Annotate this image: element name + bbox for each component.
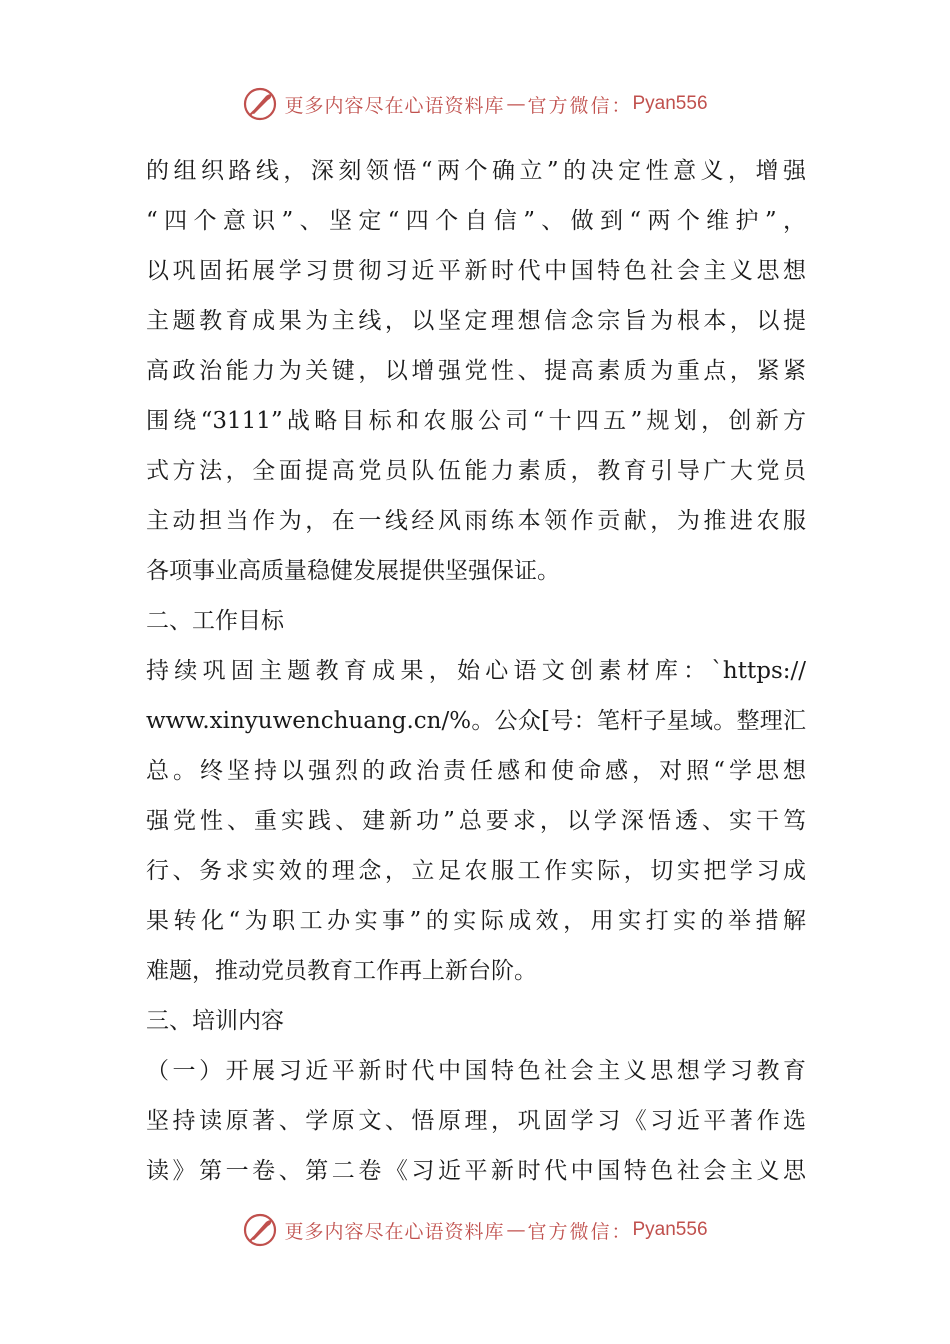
quill-pen-logo-icon xyxy=(242,86,278,122)
text-line: 式方法，全面提高党员队伍能力素质，教育引导广大党员 xyxy=(146,458,806,484)
text-line: 主动担当作为，在一线经风雨练本领作贡献，为推进农服 xyxy=(146,508,806,534)
banner-main-text: 更多内容尽在心语资料库 xyxy=(284,94,505,117)
text-line: 主题教育成果为主线，以坚定理想信念宗旨为根本，以提 xyxy=(146,308,806,334)
text-line: 围绕“3111”战略目标和农服公司“十四五”规划，创新方 xyxy=(146,408,806,434)
text-line: 坚持读原著、学原文、悟原理，巩固学习《习近平著作选 xyxy=(146,1108,806,1134)
banner-dash: — xyxy=(506,1219,526,1241)
text-line: 以巩固拓展学习贯彻习近平新时代中国特色社会主义思想 xyxy=(146,258,806,284)
text-line: 难题，推动党员教育工作再上新台阶。 xyxy=(146,958,537,984)
text-line: 各项事业高质量稳健发展提供坚强保证。 xyxy=(146,558,560,584)
footer-banner xyxy=(0,1210,950,1250)
banner-sub-text: 官方微信： xyxy=(527,94,633,117)
text-line: 持续巩固主题教育成果，始心语文创素材库：`https:// xyxy=(146,658,806,684)
text-line: “四个意识”、坚定“四个自信”、做到“两个维护”， xyxy=(146,208,806,234)
banner-wechat-id: Pyan556 xyxy=(632,1219,708,1240)
text-line: 读》第一卷、第二卷《习近平新时代中国特色社会主义思 xyxy=(146,1158,806,1184)
header-banner xyxy=(0,84,950,124)
text-line: 的组织路线，深刻领悟“两个确立”的决定性意义，增强 xyxy=(146,158,806,184)
quill-pen-logo-icon xyxy=(242,1212,278,1248)
text-line: 强党性、重实践、建新功”总要求，以学深悟透、实干笃 xyxy=(146,808,806,834)
text-line: www.xinyuwenchuang.cn/%。公众[号：笔杆子星域。整理汇 xyxy=(146,708,806,734)
document-body xyxy=(146,146,806,1196)
banner-wechat-id: Pyan556 xyxy=(632,93,708,114)
banner-main-text: 更多内容尽在心语资料库 xyxy=(284,1220,505,1243)
banner-dash: — xyxy=(506,93,526,115)
text-line: （一）开展习近平新时代中国特色社会主义思想学习教育 xyxy=(146,1058,806,1084)
text-line: 行、务求实效的理念，立足农服工作实际，切实把学习成 xyxy=(146,858,806,884)
text-line: 三、培训内容 xyxy=(146,1008,284,1034)
text-line: 总。终坚持以强烈的政治责任感和使命感，对照“学思想 xyxy=(146,758,806,784)
banner-sub-text: 官方微信： xyxy=(527,1220,633,1243)
text-line: 二、工作目标 xyxy=(146,608,284,634)
text-line: 高政治能力为关键，以增强党性、提高素质为重点，紧紧 xyxy=(146,358,806,384)
text-line: 果转化“为职工办实事”的实际成效，用实打实的举措解 xyxy=(146,908,806,934)
